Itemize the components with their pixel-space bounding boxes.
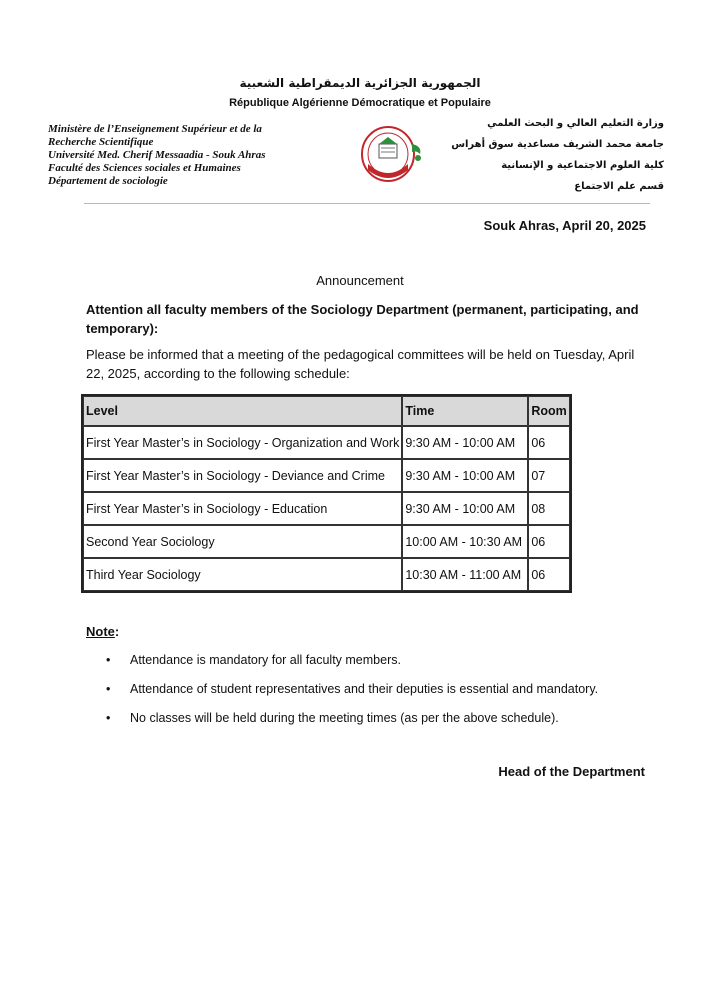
bullet-icon: • [106,711,111,725]
level-cell: Third Year Sociology [83,558,402,591]
institution-line: Université Med. Cherif Messaadia - Souk Ahras [48,149,266,161]
institution-line: Faculté des Sciences sociales et Humaines [48,162,241,174]
table-row [83,459,570,492]
institution-line-ar: جامعة محمد الشريف مساعدية سوق أهراس [451,139,664,150]
table-row [83,525,570,558]
institution-line: Ministère de l’Enseignement Supérieur et de la [48,123,262,135]
list-item [106,679,598,708]
list-item-text: Attendance is mandatory for all faculty members. [130,653,401,667]
level-cell: First Year Master’s in Sociology - Deviance and Crime [83,459,402,492]
table-row [83,426,570,459]
level-cell: Second Year Sociology [83,525,402,558]
note-label: Note [86,624,115,639]
header-french-title: République Algérienne Démocratique et Populaire [229,97,491,109]
institution-line: Recherche Scientifique [48,136,154,148]
institution-line-ar: قسم علم الاجتماع [574,181,664,192]
column-header-room: Room [528,396,569,426]
header-arabic-title: الجمهورية الجزائرية الديمقراطية الشعبية [239,76,481,90]
institution-line-ar: وزارة التعليم العالي و البحث العلمي [487,118,664,129]
date-line: Souk Ahras, April 20, 2025 [483,218,646,233]
institution-line-ar: كلية العلوم الاجتماعية و الإنسانية [501,160,664,171]
header-divider [84,203,650,204]
intro-paragraph: Please be informed that a meeting of the pedagogical committees will be held on Tuesday, April 22, 2025, according to the following schedule: [86,347,635,381]
note-list [106,650,598,737]
university-logo [352,122,430,186]
room-cell: 06 [528,426,569,459]
time-cell: 9:30 AM - 10:00 AM [402,459,528,492]
bullet-icon: • [106,682,111,696]
list-item [106,650,598,679]
level-cell: First Year Master’s in Sociology - Education [83,492,402,525]
time-cell: 9:30 AM - 10:00 AM [402,492,528,525]
column-header-level: Level [83,396,402,426]
note-heading [86,624,119,639]
room-cell: 07 [528,459,569,492]
bullet-icon: • [106,653,111,667]
column-header-time: Time [402,396,528,426]
attention-paragraph: Attention all faculty members of the Sociology Department (permanent, participating, and temporary): [86,302,639,336]
announcement-title: Announcement [316,273,404,288]
table-row [83,558,570,591]
institution-block-ar [451,113,664,197]
room-cell: 06 [528,558,569,591]
room-cell: 06 [528,525,569,558]
institution-block-fr [48,123,265,188]
list-item-text: No classes will be held during the meeting times (as per the above schedule). [130,711,559,725]
signature: Head of the Department [498,764,645,779]
note-colon: : [114,624,120,639]
room-cell: 08 [528,492,569,525]
institution-line: Département de sociologie [48,175,168,187]
schedule-table [81,394,572,593]
time-cell: 10:30 AM - 11:00 AM [402,558,528,591]
list-item [106,708,598,737]
list-item-text: Attendance of student representatives and their deputies is essential and mandatory. [130,682,599,696]
time-cell: 9:30 AM - 10:00 AM [402,426,528,459]
level-cell: First Year Master’s in Sociology - Organization and Work [83,426,402,459]
time-cell: 10:00 AM - 10:30 AM [402,525,528,558]
table-header-row [83,396,570,426]
table-row [83,492,570,525]
